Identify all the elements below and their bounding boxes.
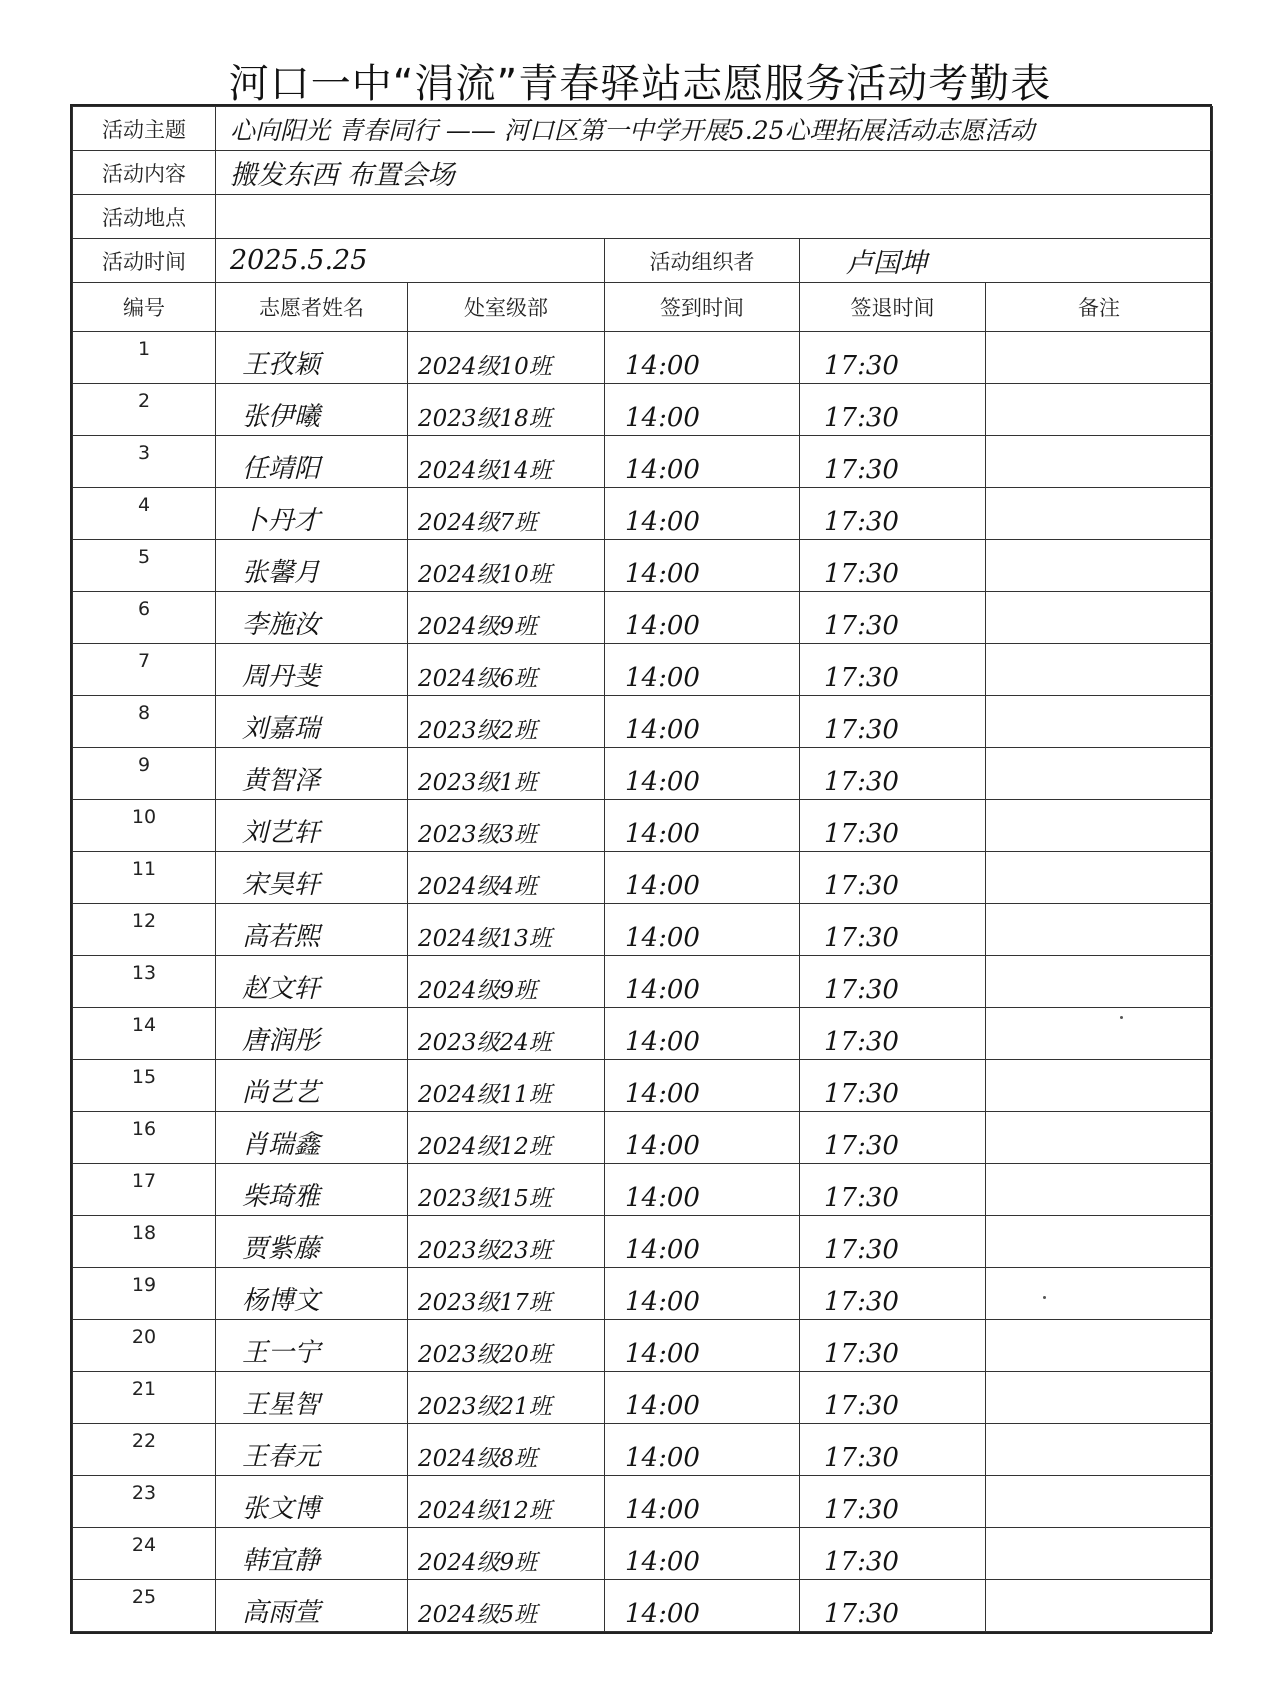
volunteer-name: 唐润彤 bbox=[216, 1008, 408, 1060]
volunteer-dept: 2024级11班 bbox=[408, 1060, 605, 1112]
attendance-table bbox=[72, 106, 1213, 1632]
ink-speck bbox=[1120, 1016, 1123, 1019]
volunteer-dept: 2023级20班 bbox=[408, 1320, 605, 1372]
table-row bbox=[73, 1008, 1213, 1060]
row-number: 3 bbox=[73, 436, 216, 488]
table-row bbox=[73, 1060, 1213, 1112]
volunteer-dept: 2023级1班 bbox=[408, 748, 605, 800]
table-row bbox=[73, 1164, 1213, 1216]
table-row bbox=[73, 1476, 1213, 1528]
checkout-time: 17:30 bbox=[800, 1008, 986, 1060]
volunteer-name: 张馨月 bbox=[216, 540, 408, 592]
volunteer-dept: 2024级10班 bbox=[408, 332, 605, 384]
checkin-time: 14:00 bbox=[605, 1372, 800, 1424]
checkin-time: 14:00 bbox=[605, 1268, 800, 1320]
remark-cell bbox=[986, 1424, 1213, 1476]
volunteer-name: 杨博文 bbox=[216, 1268, 408, 1320]
remark-cell bbox=[986, 1476, 1213, 1528]
organizer-label: 活动组织者 bbox=[605, 239, 800, 283]
table-row bbox=[73, 1372, 1213, 1424]
row-number: 10 bbox=[73, 800, 216, 852]
volunteer-name: 刘嘉瑞 bbox=[216, 696, 408, 748]
checkin-time: 14:00 bbox=[605, 332, 800, 384]
row-number: 20 bbox=[73, 1320, 216, 1372]
volunteer-dept: 2024级9班 bbox=[408, 592, 605, 644]
checkin-time: 14:00 bbox=[605, 696, 800, 748]
remark-cell bbox=[986, 332, 1213, 384]
remark-cell bbox=[986, 1580, 1213, 1632]
location-value bbox=[216, 195, 1213, 239]
table-row bbox=[73, 1580, 1213, 1632]
volunteer-name: 周丹斐 bbox=[216, 644, 408, 696]
checkin-time: 14:00 bbox=[605, 800, 800, 852]
checkout-time: 17:30 bbox=[800, 696, 986, 748]
checkin-time: 14:00 bbox=[605, 1164, 800, 1216]
volunteer-name: 任靖阳 bbox=[216, 436, 408, 488]
remark-cell bbox=[986, 1164, 1213, 1216]
volunteer-name: 赵文轩 bbox=[216, 956, 408, 1008]
col-header-checkin: 签到时间 bbox=[605, 283, 800, 332]
row-number: 12 bbox=[73, 904, 216, 956]
content-value: 搬发东西 布置会场 bbox=[216, 151, 1213, 195]
remark-cell bbox=[986, 800, 1213, 852]
checkin-time: 14:00 bbox=[605, 904, 800, 956]
volunteer-name: 贾紫藤 bbox=[216, 1216, 408, 1268]
volunteer-name: 高若熙 bbox=[216, 904, 408, 956]
volunteer-name: 柴琦雅 bbox=[216, 1164, 408, 1216]
checkout-time: 17:30 bbox=[800, 852, 986, 904]
checkin-time: 14:00 bbox=[605, 436, 800, 488]
row-number: 19 bbox=[73, 1268, 216, 1320]
remark-cell bbox=[986, 592, 1213, 644]
table-row bbox=[73, 904, 1213, 956]
volunteer-name: 张文博 bbox=[216, 1476, 408, 1528]
remark-cell bbox=[986, 1008, 1213, 1060]
checkin-time: 14:00 bbox=[605, 748, 800, 800]
row-number: 18 bbox=[73, 1216, 216, 1268]
row-number: 1 bbox=[73, 332, 216, 384]
row-number: 4 bbox=[73, 488, 216, 540]
checkout-time: 17:30 bbox=[800, 1528, 986, 1580]
volunteer-dept: 2024级8班 bbox=[408, 1424, 605, 1476]
theme-row bbox=[73, 107, 1213, 151]
table-row bbox=[73, 956, 1213, 1008]
organizer-value: 卢国坤 bbox=[800, 239, 1213, 283]
table-row bbox=[73, 1216, 1213, 1268]
volunteer-dept: 2024级9班 bbox=[408, 1528, 605, 1580]
checkout-time: 17:30 bbox=[800, 1060, 986, 1112]
page-title: 河口一中“涓流”青春驿站志愿服务活动考勤表 bbox=[228, 61, 1052, 107]
volunteer-dept: 2023级15班 bbox=[408, 1164, 605, 1216]
row-number: 15 bbox=[73, 1060, 216, 1112]
volunteer-name: 尚艺艺 bbox=[216, 1060, 408, 1112]
checkin-time: 14:00 bbox=[605, 1580, 800, 1632]
col-header-remark: 备注 bbox=[986, 283, 1213, 332]
table-row bbox=[73, 384, 1213, 436]
table-row bbox=[73, 1424, 1213, 1476]
checkout-time: 17:30 bbox=[800, 488, 986, 540]
volunteer-dept: 2024级13班 bbox=[408, 904, 605, 956]
remark-cell bbox=[986, 436, 1213, 488]
volunteer-dept: 2024级9班 bbox=[408, 956, 605, 1008]
volunteer-name: 王春元 bbox=[216, 1424, 408, 1476]
theme-label: 活动主题 bbox=[73, 107, 216, 151]
volunteer-name: 刘艺轩 bbox=[216, 800, 408, 852]
checkout-time: 17:30 bbox=[800, 332, 986, 384]
checkout-time: 17:30 bbox=[800, 1580, 986, 1632]
volunteer-name: 李施汝 bbox=[216, 592, 408, 644]
row-number: 11 bbox=[73, 852, 216, 904]
volunteer-name: 张伊曦 bbox=[216, 384, 408, 436]
remark-cell bbox=[986, 1112, 1213, 1164]
volunteer-dept: 2024级14班 bbox=[408, 436, 605, 488]
checkin-time: 14:00 bbox=[605, 1060, 800, 1112]
content-row bbox=[73, 151, 1213, 195]
checkin-time: 14:00 bbox=[605, 540, 800, 592]
row-number: 25 bbox=[73, 1580, 216, 1632]
row-number: 22 bbox=[73, 1424, 216, 1476]
col-header-name: 志愿者姓名 bbox=[216, 283, 408, 332]
table-row bbox=[73, 852, 1213, 904]
checkout-time: 17:30 bbox=[800, 384, 986, 436]
remark-cell bbox=[986, 384, 1213, 436]
table-row bbox=[73, 696, 1213, 748]
volunteer-name: 黄智泽 bbox=[216, 748, 408, 800]
remark-cell bbox=[986, 852, 1213, 904]
table-row bbox=[73, 436, 1213, 488]
volunteer-dept: 2024级6班 bbox=[408, 644, 605, 696]
checkout-time: 17:30 bbox=[800, 904, 986, 956]
checkout-time: 17:30 bbox=[800, 1268, 986, 1320]
checkin-time: 14:00 bbox=[605, 644, 800, 696]
volunteer-name: 宋昊轩 bbox=[216, 852, 408, 904]
row-number: 6 bbox=[73, 592, 216, 644]
checkout-time: 17:30 bbox=[800, 540, 986, 592]
row-number: 21 bbox=[73, 1372, 216, 1424]
row-number: 13 bbox=[73, 956, 216, 1008]
column-header-row bbox=[73, 283, 1213, 332]
row-number: 7 bbox=[73, 644, 216, 696]
remark-cell bbox=[986, 904, 1213, 956]
volunteer-dept: 2023级17班 bbox=[408, 1268, 605, 1320]
checkout-time: 17:30 bbox=[800, 1112, 986, 1164]
volunteer-name: 王星智 bbox=[216, 1372, 408, 1424]
volunteer-name: 卜丹才 bbox=[216, 488, 408, 540]
checkout-time: 17:30 bbox=[800, 1164, 986, 1216]
col-header-no: 编号 bbox=[73, 283, 216, 332]
volunteer-dept: 2023级21班 bbox=[408, 1372, 605, 1424]
table-row bbox=[73, 748, 1213, 800]
checkout-time: 17:30 bbox=[800, 592, 986, 644]
table-row bbox=[73, 592, 1213, 644]
ink-speck bbox=[1043, 1296, 1046, 1299]
checkout-time: 17:30 bbox=[800, 1320, 986, 1372]
table-row bbox=[73, 644, 1213, 696]
table-row bbox=[73, 1268, 1213, 1320]
remark-cell bbox=[986, 748, 1213, 800]
checkin-time: 14:00 bbox=[605, 1216, 800, 1268]
checkin-time: 14:00 bbox=[605, 592, 800, 644]
table-row bbox=[73, 332, 1213, 384]
volunteer-dept: 2024级10班 bbox=[408, 540, 605, 592]
remark-cell bbox=[986, 1268, 1213, 1320]
volunteer-dept: 2024级5班 bbox=[408, 1580, 605, 1632]
remark-cell bbox=[986, 540, 1213, 592]
theme-value: 心向阳光 青春同行 —— 河口区第一中学开展5.25心理拓展活动志愿活动 bbox=[216, 107, 1213, 151]
checkin-time: 14:00 bbox=[605, 852, 800, 904]
table-row bbox=[73, 540, 1213, 592]
row-number: 24 bbox=[73, 1528, 216, 1580]
remark-cell bbox=[986, 956, 1213, 1008]
remark-cell bbox=[986, 488, 1213, 540]
volunteer-name: 韩宜静 bbox=[216, 1528, 408, 1580]
volunteer-dept: 2023级18班 bbox=[408, 384, 605, 436]
table-row bbox=[73, 488, 1213, 540]
volunteer-dept: 2023级23班 bbox=[408, 1216, 605, 1268]
col-header-checkout: 签退时间 bbox=[800, 283, 986, 332]
checkin-time: 14:00 bbox=[605, 1008, 800, 1060]
row-number: 17 bbox=[73, 1164, 216, 1216]
attendance-sheet bbox=[70, 104, 1212, 1634]
remark-cell bbox=[986, 1216, 1213, 1268]
volunteer-dept: 2024级7班 bbox=[408, 488, 605, 540]
location-row bbox=[73, 195, 1213, 239]
checkout-time: 17:30 bbox=[800, 1424, 986, 1476]
volunteer-dept: 2024级12班 bbox=[408, 1112, 605, 1164]
remark-cell bbox=[986, 644, 1213, 696]
row-number: 23 bbox=[73, 1476, 216, 1528]
volunteer-name: 王孜颖 bbox=[216, 332, 408, 384]
table-row bbox=[73, 1320, 1213, 1372]
checkout-time: 17:30 bbox=[800, 1476, 986, 1528]
volunteer-dept: 2024级4班 bbox=[408, 852, 605, 904]
checkout-time: 17:30 bbox=[800, 436, 986, 488]
time-label: 活动时间 bbox=[73, 239, 216, 283]
checkout-time: 17:30 bbox=[800, 956, 986, 1008]
checkin-time: 14:00 bbox=[605, 956, 800, 1008]
checkout-time: 17:30 bbox=[800, 644, 986, 696]
row-number: 14 bbox=[73, 1008, 216, 1060]
volunteer-name: 肖瑞鑫 bbox=[216, 1112, 408, 1164]
checkin-time: 14:00 bbox=[605, 1476, 800, 1528]
volunteer-name: 高雨萱 bbox=[216, 1580, 408, 1632]
remark-cell bbox=[986, 1060, 1213, 1112]
volunteer-dept: 2023级3班 bbox=[408, 800, 605, 852]
remark-cell bbox=[986, 1372, 1213, 1424]
col-header-dept: 处室级部 bbox=[408, 283, 605, 332]
row-number: 2 bbox=[73, 384, 216, 436]
volunteer-dept: 2023级24班 bbox=[408, 1008, 605, 1060]
volunteer-dept: 2024级12班 bbox=[408, 1476, 605, 1528]
checkin-time: 14:00 bbox=[605, 488, 800, 540]
checkin-time: 14:00 bbox=[605, 384, 800, 436]
checkin-time: 14:00 bbox=[605, 1528, 800, 1580]
remark-cell bbox=[986, 1320, 1213, 1372]
row-number: 9 bbox=[73, 748, 216, 800]
table-row bbox=[73, 800, 1213, 852]
checkout-time: 17:30 bbox=[800, 800, 986, 852]
table-row bbox=[73, 1112, 1213, 1164]
checkin-time: 14:00 bbox=[605, 1112, 800, 1164]
remark-cell bbox=[986, 1528, 1213, 1580]
location-label: 活动地点 bbox=[73, 195, 216, 239]
volunteer-name: 王一宁 bbox=[216, 1320, 408, 1372]
table-row bbox=[73, 1528, 1213, 1580]
checkin-time: 14:00 bbox=[605, 1424, 800, 1476]
volunteer-dept: 2023级2班 bbox=[408, 696, 605, 748]
time-value: 2025.5.25 bbox=[216, 239, 605, 283]
row-number: 8 bbox=[73, 696, 216, 748]
checkout-time: 17:30 bbox=[800, 748, 986, 800]
row-number: 5 bbox=[73, 540, 216, 592]
checkout-time: 17:30 bbox=[800, 1216, 986, 1268]
time-row bbox=[73, 239, 1213, 283]
checkin-time: 14:00 bbox=[605, 1320, 800, 1372]
row-number: 16 bbox=[73, 1112, 216, 1164]
checkout-time: 17:30 bbox=[800, 1372, 986, 1424]
remark-cell bbox=[986, 696, 1213, 748]
content-label: 活动内容 bbox=[73, 151, 216, 195]
